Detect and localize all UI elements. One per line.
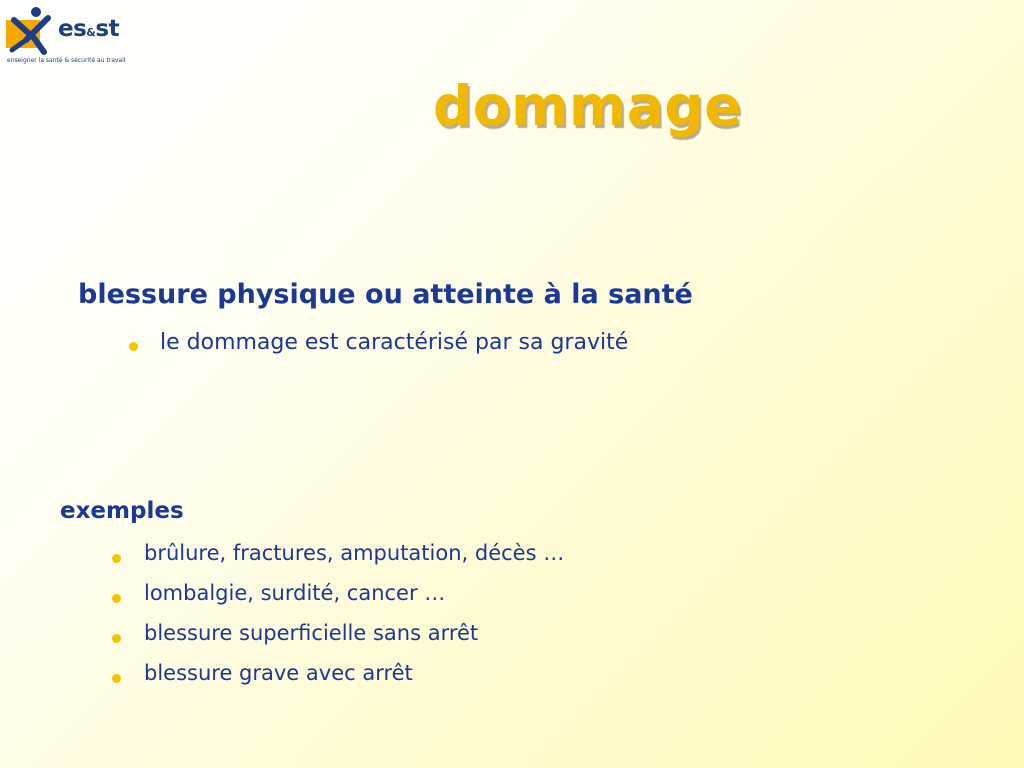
main-heading: blessure physique ou atteinte à la santé (78, 279, 693, 310)
person-logo-icon (4, 4, 64, 56)
examples-heading: exemples (60, 498, 184, 524)
bullet-dot-icon (112, 634, 121, 643)
logo-tagline: enseigner la santé & sécurité au travail (7, 57, 126, 64)
bullet-dot-icon (112, 594, 121, 603)
logo (4, 4, 134, 66)
logo-es: es (58, 16, 87, 42)
slide-title: dommage (433, 74, 743, 138)
example-item: blessure grave avec arrêt (144, 661, 413, 685)
logo-st: st (95, 16, 120, 42)
bullet-dot-icon (112, 674, 121, 683)
bullet-dot-icon (129, 342, 138, 351)
bullet-dot-icon (112, 554, 121, 563)
example-item: blessure superficielle sans arrêt (144, 621, 479, 645)
logo-wordmark (58, 16, 119, 42)
example-item: brûlure, fractures, amputation, décès … (144, 541, 565, 565)
logo-ampersand: & (86, 26, 96, 39)
sub-bullet-item: le dommage est caractérisé par sa gravité (160, 330, 629, 355)
example-item: lombalgie, surdité, cancer … (144, 581, 446, 605)
